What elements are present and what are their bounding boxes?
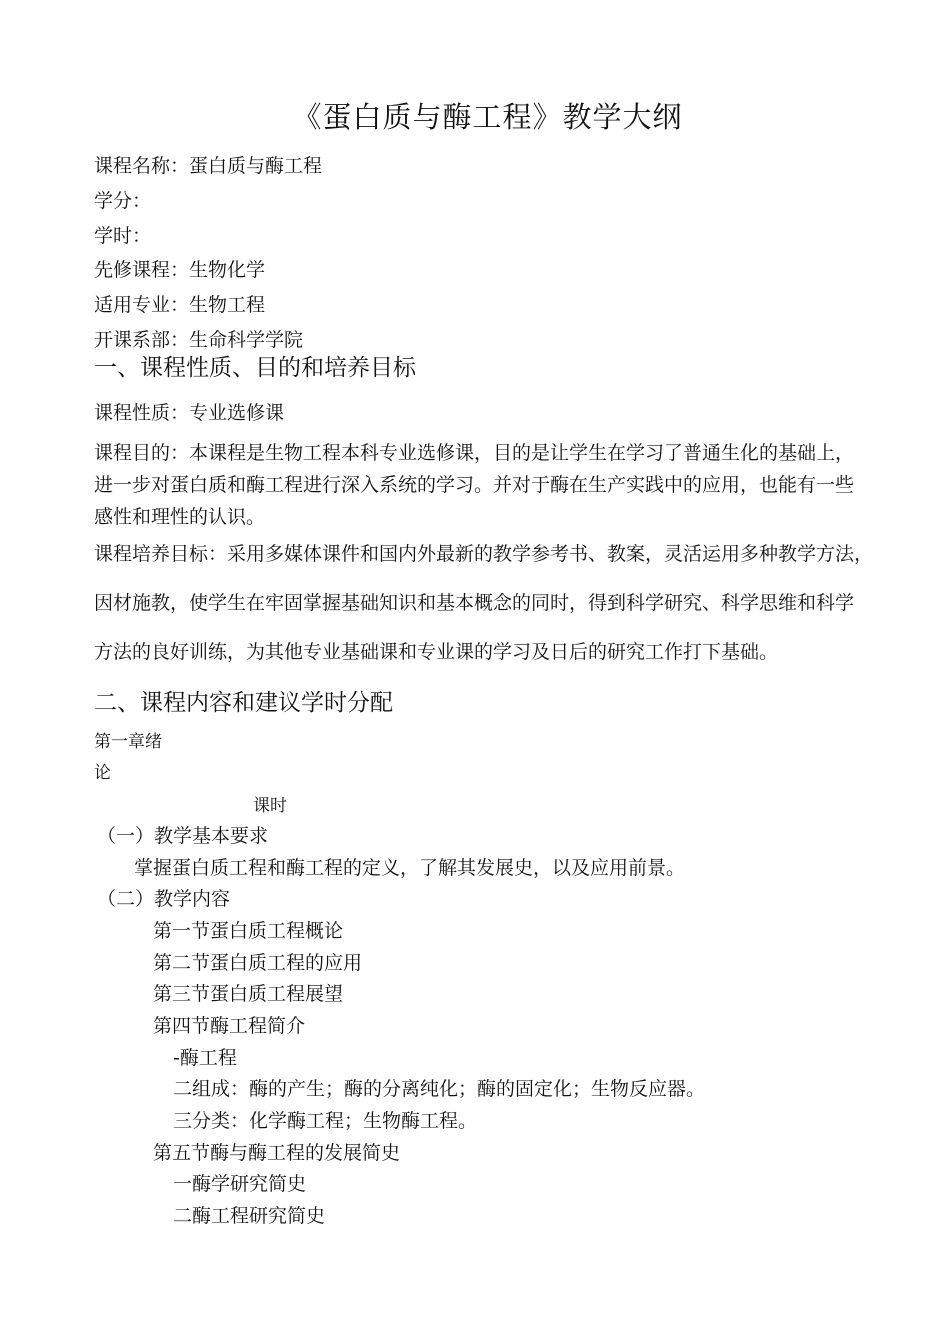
teaching-content-heading: （二）教学内容 [97, 888, 231, 910]
chapter-title-continued: 论 [94, 763, 111, 783]
section1-heading: 一、课程性质、目的和培养目标 [94, 355, 416, 381]
meta-department: 开课系部：生命科学学院 [94, 329, 304, 351]
basic-requirements-heading: （一）教学基本要求 [97, 825, 269, 847]
content-item: 第二节蛋白质工程的应用 [153, 952, 363, 974]
content-subitem: 三分类：化学酶工程；生物酶工程。 [173, 1110, 478, 1132]
meta-hours: 学时： [94, 225, 152, 247]
content-item: 第一节蛋白质工程概论 [153, 920, 344, 942]
course-goal-line: 课程培养目标：采用多媒体课件和国内外最新的教学参考书、教案，灵活运用多种教学方法， [94, 543, 874, 565]
course-goal-line: 方法的良好训练，为其他专业基础课和专业课的学习及日后的研究工作打下基础。 [94, 641, 779, 663]
chapter-title: 第一章绪 [94, 732, 162, 752]
content-item: 第四节酶工程简介 [153, 1015, 306, 1037]
section2-heading: 二、课程内容和建议学时分配 [94, 690, 393, 716]
basic-requirements-text: 掌握蛋白质工程和酶工程的定义，了解其发展史，以及应用前景。 [134, 857, 686, 879]
content-subitem: -酶工程 [173, 1047, 237, 1069]
meta-major: 适用专业：生物工程 [94, 294, 266, 316]
meta-credits: 学分： [94, 190, 152, 212]
chapter-hours: 课时 [253, 796, 287, 816]
content-item: 第五节酶与酶工程的发展简史 [153, 1142, 401, 1164]
course-goal-line: 因材施教，使学生在牢固掌握基础知识和基本概念的同时，得到科学研究、科学思维和科学 [94, 592, 855, 614]
meta-course-name: 课程名称：蛋白质与酶工程 [94, 155, 323, 177]
course-purpose-line: 进一步对蛋白质和酶工程进行深入系统的学习。并对于酶在生产实践中的应用，也能有一些 [94, 474, 855, 496]
content-subitem: 一酶学研究简史 [173, 1173, 307, 1195]
course-nature: 课程性质：专业选修课 [94, 402, 285, 424]
course-purpose-line: 课程目的：本课程是生物工程本科专业选修课，目的是让学生在学习了普通生化的基础上， [94, 442, 855, 464]
content-subitem: 二酶工程研究简史 [173, 1205, 326, 1227]
content-subitem: 二组成：酶的产生；酶的分离纯化；酶的固定化；生物反应器。 [173, 1078, 706, 1100]
course-purpose-line: 感性和理性的认识。 [94, 506, 266, 528]
meta-prerequisite: 先修课程：生物化学 [94, 259, 266, 281]
document-title: 《蛋白质与酶工程》教学大纲 [292, 100, 683, 134]
content-item: 第三节蛋白质工程展望 [153, 983, 344, 1005]
